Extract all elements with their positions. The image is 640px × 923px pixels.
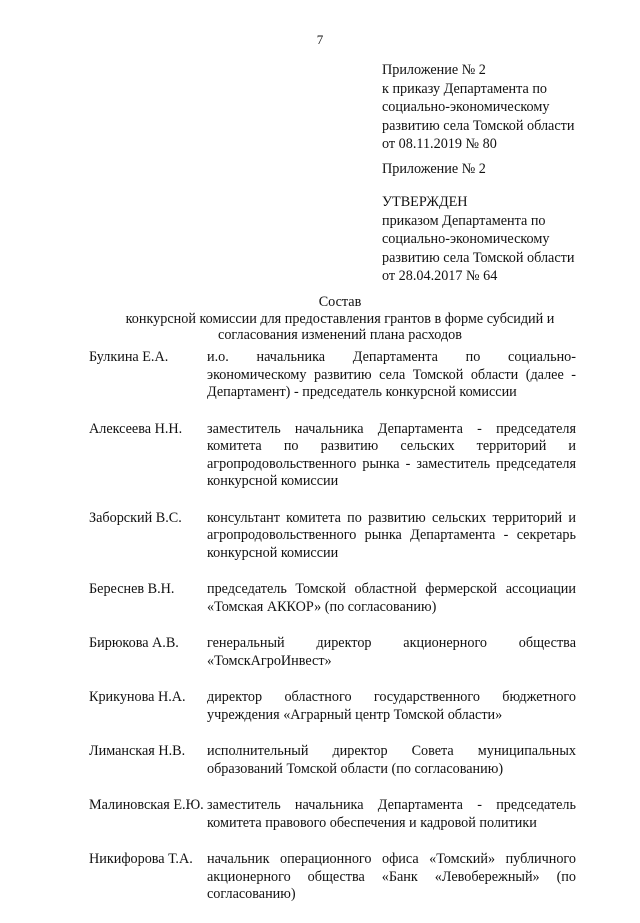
appendix-label — [382, 160, 486, 179]
member-row — [89, 581, 576, 616]
member-position: председатель Томской областной фермерской ассоциации «Томская АККОР» (по согласованию) — [207, 581, 576, 615]
title-line: согласования изменений плана расходов — [218, 327, 462, 343]
appendix-header-line: к приказу Департамента по — [382, 80, 548, 97]
approval-line: УТВЕРЖДЕН — [382, 194, 468, 210]
member-position: генеральный директор акционерного общества «ТомскАгроИнвест» — [207, 635, 576, 669]
appendix-label-text: Приложение № 2 — [382, 161, 486, 177]
commission-members-list — [89, 349, 576, 923]
member-position: консультант комитета по развитию сельских территорий и агропродовольственного рынка Департамента - секретарь конкурсной комиссии — [207, 509, 576, 561]
member-name: Малиновская Е.Ю. — [89, 797, 204, 813]
appendix-header-line: Приложение № 2 — [382, 62, 486, 78]
member-row — [89, 797, 576, 832]
member-name: Заборский В.С. — [89, 509, 182, 526]
member-name: Береснев В.Н. — [89, 581, 175, 597]
member-name: Лиманская Н.В. — [89, 743, 186, 759]
member-position: заместитель начальника Департамента - председатель комитета правового обеспечения и кадровой политики — [207, 797, 576, 831]
appendix-header — [382, 61, 574, 154]
approval-line: развитию села Томской области — [382, 249, 575, 266]
member-name: Булкина Е.А. — [89, 349, 169, 365]
member-row — [89, 349, 576, 402]
appendix-header-line: развитию села Томской области — [382, 117, 575, 134]
approval-line: от 28.04.2017 № 64 — [382, 268, 498, 285]
appendix-header-line: от 08.11.2019 № 80 — [382, 136, 497, 153]
member-name: Бирюкова А.В. — [89, 635, 179, 651]
member-position: исполнительный директор Совета муниципальных образований Томской области (по согласованию) — [207, 743, 576, 777]
member-position: директор областного государственного бюджетного учреждения «Аграрный центр Томской области» — [207, 689, 576, 723]
approval-line: социально-экономическому — [382, 231, 550, 248]
member-row — [89, 635, 576, 670]
member-name: Крикунова Н.А. — [89, 689, 186, 705]
member-row — [89, 689, 576, 724]
member-row — [89, 510, 576, 563]
appendix-header-line: социально-экономическому — [382, 99, 550, 116]
member-row — [89, 851, 576, 904]
document-title — [110, 294, 570, 344]
member-row — [89, 743, 576, 778]
member-position: заместитель начальника Департамента - председателя комитета по развитию сельских территорий и агропродовольственного рынка - заместитель председателя конкурсной комиссии — [207, 420, 576, 489]
approval-line: приказом Департамента по — [382, 212, 546, 229]
page-number: 7 — [316, 32, 324, 47]
title-line: конкурсной комиссии для предоставления грантов в форме субсидий и — [125, 310, 555, 327]
member-row — [89, 421, 576, 491]
approval-stamp — [382, 193, 574, 286]
member-position: и.о. начальника Департамента по социально-экономическому развитию села Томской области (далее - Департамент) - председатель конкурсной комиссии — [207, 349, 576, 400]
member-position: начальник операционного офиса «Томский» публичного акционерного общества «Банк «Левобережный» (по согласованию) — [207, 851, 576, 902]
member-name: Алексеева Н.Н. — [89, 420, 183, 437]
member-name: Никифорова Т.А. — [89, 851, 193, 867]
title-line: Состав — [318, 294, 362, 310]
